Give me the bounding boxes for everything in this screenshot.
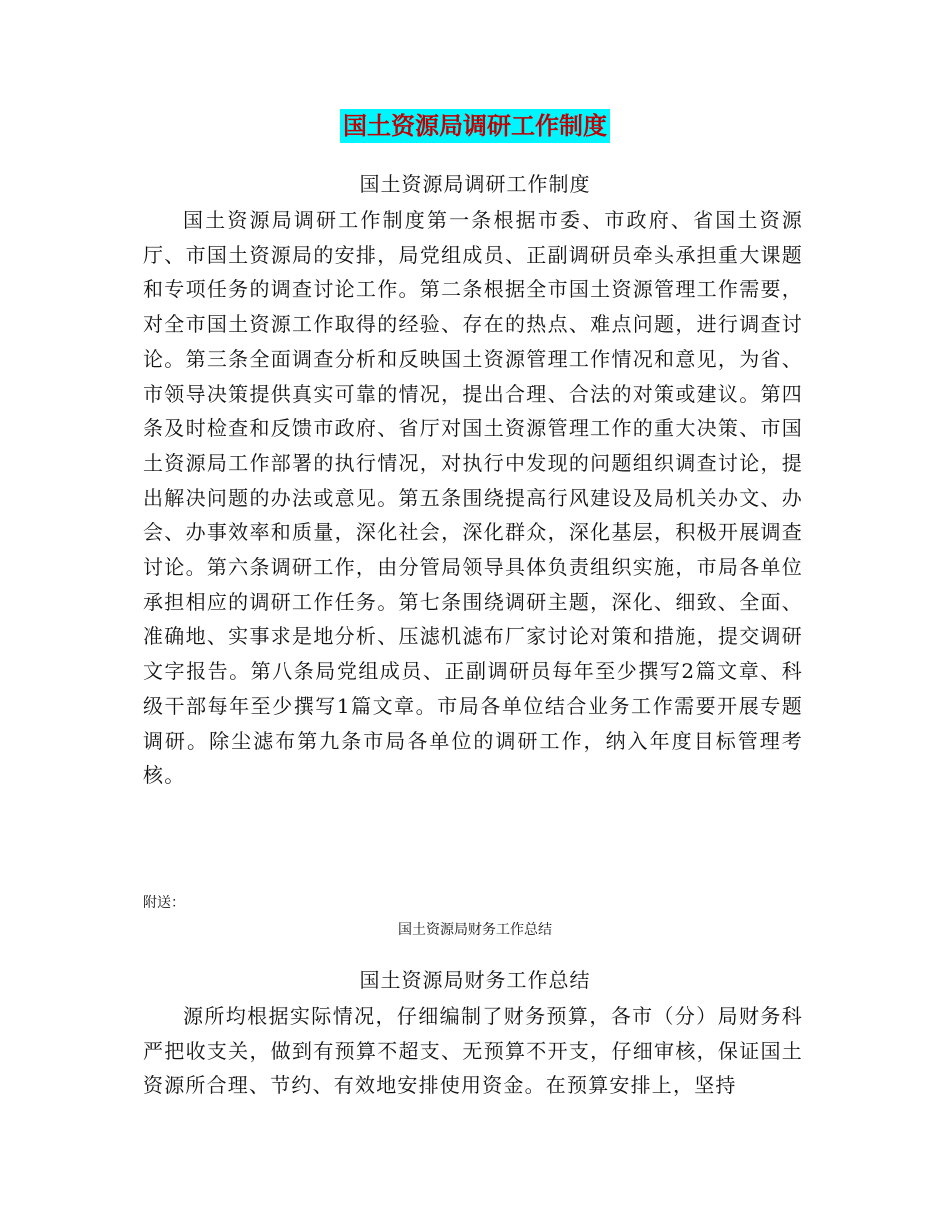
document-body: 国土资源局调研工作制度第一条根据市委、市政府、省国土资源厅、市国土资源局的安排，局党组成员、正副调研员牵头承担重大课题和专项任务的调查讨论工作。第二条根据全市国土资源管理工作需要，对全市国土资源工作取得的经验、存在的热点、难点问题，进行调查讨论。第三条全面调查分析和反映国土资源管理工作情况和意见，为省、市领导决策提供真实可靠的情况，提出合理、合法的对策或建议。第四条及时检查和反馈市政府、省厅对国土资源管理工作的重大决策、市国土资源局工作部署的执行情况，对执行中发现的问题组织调查讨论，提出解决问题的办法或意见。第五条围绕提高行风建设及局机关办文、办会、办事效率和质量，深化社会，深化群众，深化基层，积极开展调查讨论。第六条调研工作，由分管局领导具体负责组织实施，市局各单位承担相应的调研工作任务。第七条围绕调研主题，深化、细致、全面、准确地、实事求是地分析、压滤机滤布厂家讨论对策和措施，提交调研文字报告。第八条局党组成员、正副调研员每年至少撰写2篇文章、科级干部每年至少撰写1篇文章。市局各单位结合业务工作需要开展专题调研。除尘滤布第九条市局各单位的调研工作，纳入年度目标管理考核。: [143, 208, 803, 788]
attachment-subtitle: 国土资源局财务工作总结: [359, 968, 591, 992]
attachment-label: 附送：: [143, 895, 185, 911]
attachment-title: 国土资源局财务工作总结: [398, 922, 552, 938]
document-subtitle: 国土资源局调研工作制度: [359, 172, 591, 196]
title-container: [0, 109, 950, 143]
document-title: 国土资源局调研工作制度: [340, 109, 610, 143]
attachment-body: 源所均根据实际情况，仔细编制了财务预算，各市（分）局财务科严把收支关，做到有预算不超支、无预算不开支，仔细审核，保证国土资源所合理、节约、有效地安排使用资金。在预算安排上，坚持: [143, 1004, 803, 1098]
